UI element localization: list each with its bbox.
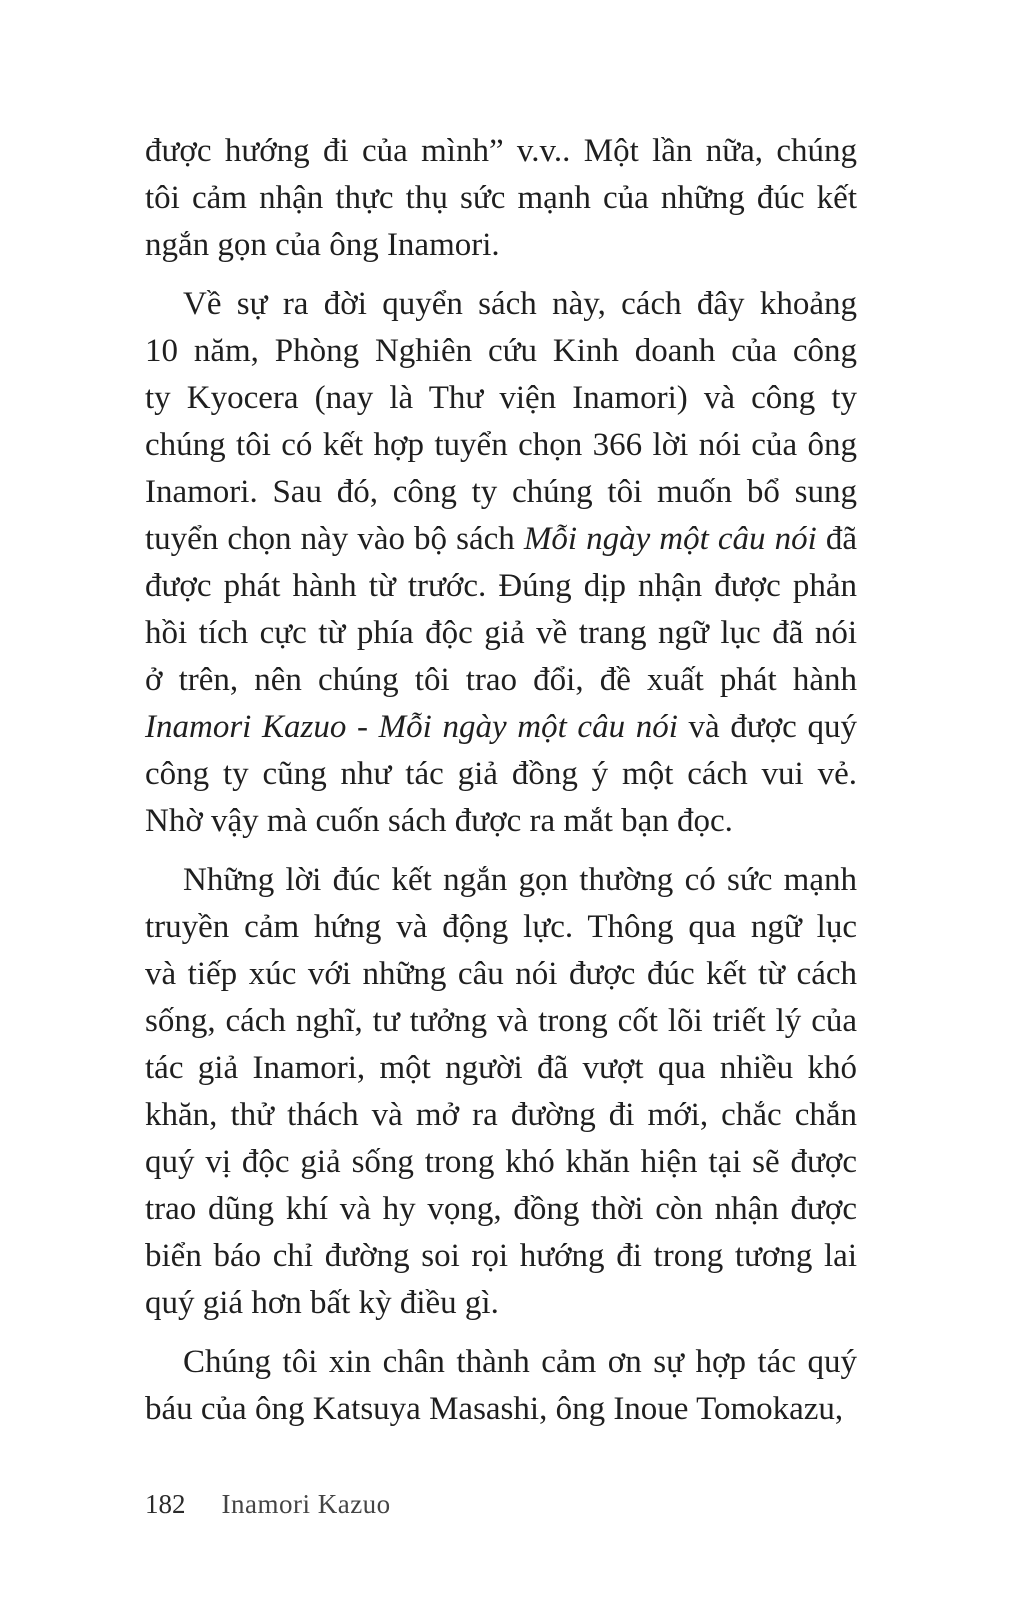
text-segment: được hướng đi của mình” v.v.. Một lần nữa, chúng bbox=[145, 133, 857, 169]
text-segment: báu của ông Katsuya Masashi, ông Inoue Tomokazu, bbox=[145, 1391, 844, 1427]
text-line bbox=[145, 904, 857, 951]
text-segment: công ty cũng như tác giả đồng ý một cách vui vẻ. bbox=[145, 756, 857, 792]
text-line bbox=[145, 610, 857, 657]
text-line bbox=[145, 1280, 857, 1327]
text-line bbox=[145, 175, 857, 222]
paragraph bbox=[145, 1339, 857, 1433]
text-line bbox=[145, 222, 857, 269]
text-line bbox=[145, 469, 857, 516]
text-segment: Chúng tôi xin chân thành cảm ơn sự hợp tác quý bbox=[183, 1344, 857, 1380]
text-line bbox=[145, 798, 857, 845]
text-segment: Về sự ra đời quyển sách này, cách đây khoảng bbox=[183, 286, 857, 322]
text-segment: trao dũng khí và hy vọng, đồng thời còn nhận được bbox=[145, 1191, 857, 1227]
text-segment: quý giá hơn bất kỳ điều gì. bbox=[145, 1285, 499, 1321]
text-segment: được phát hành từ trước. Đúng dịp nhận được phản bbox=[145, 568, 857, 604]
text-segment: đã bbox=[816, 521, 857, 557]
paragraph bbox=[145, 281, 857, 845]
text-segment: tôi cảm nhận thực thụ sức mạnh của những đúc kết bbox=[145, 180, 857, 216]
text-line bbox=[145, 1139, 857, 1186]
text-line bbox=[145, 998, 857, 1045]
text-line bbox=[145, 751, 857, 798]
text-segment: tác giả Inamori, một người đã vượt qua nhiều khó bbox=[145, 1050, 857, 1086]
text-line bbox=[145, 422, 857, 469]
text-segment: chúng tôi có kết hợp tuyển chọn 366 lời nói của ông bbox=[145, 427, 857, 463]
text-segment: Những lời đúc kết ngắn gọn thường có sức mạnh bbox=[183, 862, 857, 898]
text-segment: ngắn gọn của ông Inamori. bbox=[145, 227, 500, 263]
text-line bbox=[145, 128, 857, 175]
text-line bbox=[145, 1386, 857, 1433]
text-segment: 10 năm, Phòng Nghiên cứu Kinh doanh của công bbox=[145, 333, 857, 369]
text-segment: hồi tích cực từ phía độc giả về trang ngữ lục đã nói bbox=[145, 615, 857, 651]
text-segment: Inamori. Sau đó, công ty chúng tôi muốn bổ sung bbox=[145, 474, 857, 510]
text-line bbox=[145, 657, 857, 704]
page-footer bbox=[145, 1487, 391, 1521]
paragraph bbox=[145, 128, 857, 269]
text-segment: sống, cách nghĩ, tư tưởng và trong cốt lõi triết lý của bbox=[145, 1003, 857, 1039]
text-line bbox=[145, 857, 857, 904]
text-line bbox=[145, 704, 857, 751]
text-segment: khăn, thử thách và mở ra đường đi mới, chắc chắn bbox=[145, 1097, 857, 1133]
italic-text-segment: Inamori Kazuo - Mỗi ngày một câu nói bbox=[145, 709, 678, 745]
text-line bbox=[145, 516, 857, 563]
text-line bbox=[145, 328, 857, 375]
running-title: Inamori Kazuo bbox=[221, 1489, 391, 1519]
text-line bbox=[145, 1092, 857, 1139]
text-line bbox=[145, 281, 857, 328]
text-line bbox=[145, 1045, 857, 1092]
text-segment: tuyển chọn này vào bộ sách bbox=[145, 521, 524, 557]
text-line bbox=[145, 1186, 857, 1233]
body-text bbox=[145, 128, 857, 1445]
text-line bbox=[145, 951, 857, 998]
text-segment: ty Kyocera (nay là Thư viện Inamori) và công ty bbox=[145, 380, 857, 416]
text-line bbox=[145, 1233, 857, 1280]
text-segment: truyền cảm hứng và động lực. Thông qua ngữ lục bbox=[145, 909, 857, 945]
italic-text-segment: Mỗi ngày một câu nói bbox=[523, 521, 817, 557]
text-line bbox=[145, 1339, 857, 1386]
text-line bbox=[145, 563, 857, 610]
page-number: 182 bbox=[145, 1489, 186, 1519]
text-line bbox=[145, 375, 857, 422]
text-segment: quý vị độc giả sống trong khó khăn hiện tại sẽ được bbox=[145, 1144, 857, 1180]
text-segment: biển báo chỉ đường soi rọi hướng đi trong tương lai bbox=[145, 1238, 857, 1274]
text-segment: Nhờ vậy mà cuốn sách được ra mắt bạn đọc. bbox=[145, 803, 733, 839]
paragraph bbox=[145, 857, 857, 1327]
text-segment: và được quý bbox=[677, 709, 857, 745]
text-segment: ở trên, nên chúng tôi trao đổi, đề xuất phát hành bbox=[145, 662, 857, 698]
text-segment: và tiếp xúc với những câu nói được đúc kết từ cách bbox=[145, 956, 857, 992]
